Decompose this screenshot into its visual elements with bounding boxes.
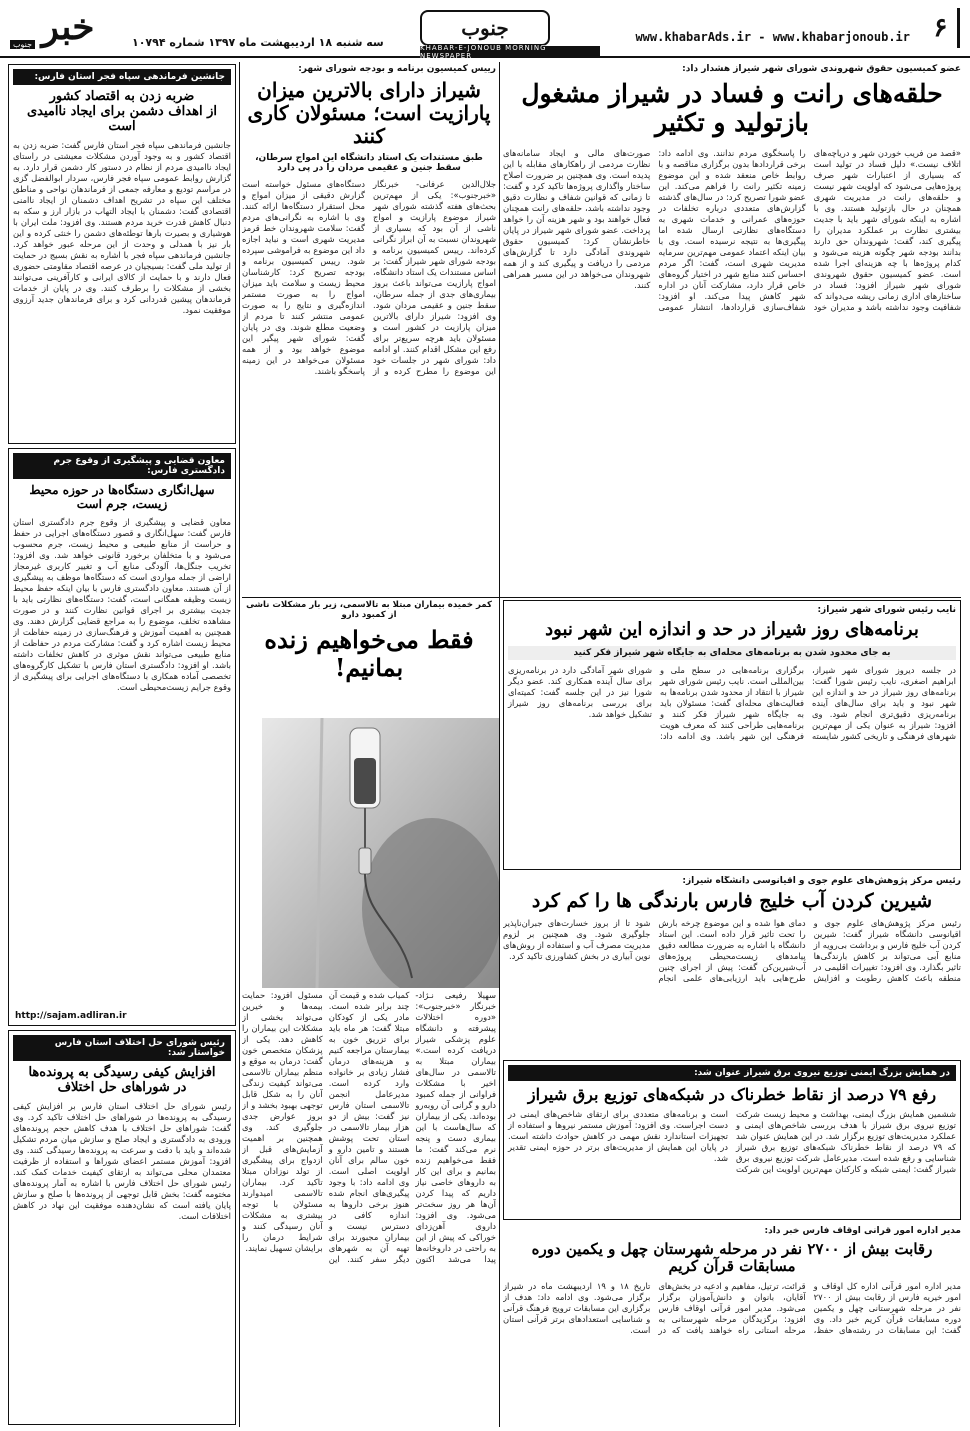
- website-url[interactable]: www.khabarAds.ir - www.khabarjonoub.ir: [635, 30, 910, 44]
- budget-story-kicker: رییس کمیسیون برنامه و بودجه شورای شهر:: [298, 64, 496, 74]
- power-grid-headline: رفع ۷۹ درصد از نقاط خطرناک در شبکه‌های توزیع برق شیراز: [527, 1085, 937, 1104]
- budget-story: [242, 64, 496, 594]
- quran-kicker: مدیر اداره امور قرآنی اوقاف فارس خبر داد:: [764, 1226, 961, 1236]
- thalassemia-body: سهیلا رفیعی نـژاد- خبرنگار «خبرجنوب»: «دوره اختلالات پیشرفته و دانشگاه علوم پزشکی شیراز دریافت کرده است.» بیماران مبتلا به تالاسمی در سال‌های اخیر با مشکلات فراوانی از جمله کمبود دارو و گرانی آن روبه‌رو بوده‌اند. یکی از بیماران که سال‌هاست با این بیماری دست و پنجه نرم می‌کند گفت: ما فقط می‌خواهیم زنده بمانیم و برای این کار به داروهای خاصی نیاز داریم که پیدا کردن آن‌ها هر روز سخت‌تر می‌شود. وی افزود: داروی آهن‌زدای خوراکی که پیش از این به راحتی در داروخانه‌ها پیدا می‌شد اکنون کمیاب شده و قیمت آن چند برابر شده است. مادر یکی از کودکان مبتلا گفت: هر ماه باید برای تزریق خون به بیمارستان مراجعه کنیم و هزینه‌های درمان فشار زیادی بر خانواده وارد کرده است. مدیرعامل انجمن تالاسمی استان فارس نیز گفت: بیش از دو هزار بیمار تالاسمی در استان تحت پوشش هستند و تامین دارو و خون سالم برای آنان اولویت اصلی است. وی ادامه داد: با وجود پیگیری‌های انجام شده هنوز برخی داروها به اندازه کافی در دسترس نیست و بیماران مجبورند برای تهیه آن به شهرهای دیگر سفر کنند. این مسئول افزود: حمایت بیمه‌ها و خیرین می‌تواند بخشی از مشکلات این بیماران را کاهش دهد. یکی از پزشکان متخصص خون گفت: درمان به موقع و منظم بیماران تالاسمی می‌تواند کیفیت زندگی آنان را به شکل قابل توجهی بهبود بخشد و از بروز عوارض جدی جلوگیری کند. وی همچنین بر اهمیت آزمایش‌های قبل از ازدواج برای پیشگیری از تولد نوزادان مبتلا تاکید کرد. بیماران تالاسمی امیدوارند مسئولان با توجه بیشتری به مشکلات آنان رسیدگی کنند و شرایط درمان را برایشان تسهیل نمایند.: [242, 990, 496, 1264]
- environment-headline: سهل‌انگاری دستگاه‌ها در حوزه محیط زیست، جرم است: [29, 483, 215, 511]
- quran-headline: رقابت بیش از ۲۷۰۰ نفر در مرحله شهرستان چهل و یکمین دوره مسابقات قرآن کریم: [531, 1240, 933, 1276]
- thalassemia-kicker: کمر خمیده بیماران مبتلا به تالاسمی، زیر بار مشکلات ناشی از کمبود دارو: [246, 600, 492, 620]
- shiraz-day-kicker: نایب رئیس شورای شهر شیراز:: [817, 605, 956, 615]
- dispute-body: رئیس شورای حل اختلاف استان فارس بر افزایش کیفی رسیدگی به پرونده‌ها در شوراهای حل اختلاف تاکید کرد. وی گفت: شوراهای حل اختلاف با هدف کاهش حجم پرونده‌های ورودی به دادگستری و ایجاد صلح و سازش میان مردم تشکیل شده‌اند و باید با دقت و سرعت به پرونده‌ها رسیدگی کنند. وی افزود: آموزش مستمر اعضای شوراها و استفاده از ظرفیت معتمدان محلی می‌تواند به ارتقای کیفیت خدمات کمک کند. رئیس شورای حل اختلاف فارس با اشاره به آمار پرونده‌های مختومه گفت: بخش قابل توجهی از پرونده‌ها با صلح و سازش پایان یافته است که نشان‌دهنده موفقیت این نهاد در کاهش اختلافات است.: [13, 1100, 231, 1221]
- thalassemia-headline: فقط می‌خواهیم زنده بمانیم!: [264, 625, 474, 682]
- page-number: ۶: [924, 8, 960, 48]
- budget-story-body: جلال‌الدین عرفانی- خبرنگار «خبرجنوب»: یکی از مهم‌ترین بحث‌های هفته گذشته شورای شهر شیراز موضوع پارازیت و امواج ناشی از آن بود که بسیاری از شهروندان نسبت به آن ابراز نگرانی کرده‌اند. رییس کمیسیون برنامه و بودجه شورای شهر شیراز گفت: بر اساس مستندات یک استاد دانشگاه، امواج پارازیت می‌تواند باعث بروز بیماری‌های جدی از جمله سرطان، سقط جنین و عقیمی مردان شود. وی افزود: شیراز دارای بالاترین میزان پارازیت در کشور است و مسئولان باید هرچه سریع‌تر برای رفع این مشکل اقدام کنند. او ادامه داد: شورای شهر در جلسات خود این موضوع را مطرح کرده و از دستگاه‌های مسئول خواسته است گزارش دقیقی از میزان امواج و محل استقرار دستگاه‌ها ارائه کنند. وی با اشاره به نگرانی‌های مردم گفت: سلامت شهروندان خط قرمز مدیریت شهری است و نباید اجازه داد این موضوع به فراموشی سپرده شود. رییس کمیسیون برنامه و بودجه تصریح کرد: کارشناسان محیط زیست و سلامت باید میزان امواج را به صورت مستمر اندازه‌گیری و نتایج را به صورت عمومی منتشر کنند تا مردم از وضعیت مطلع شوند. وی در پایان گفت: شورای شهر پیگیر این موضوع خواهد بود و از همه مسئولان می‌خواهد در این زمینه پاسخگو باشند.: [242, 179, 496, 376]
- quran-body: مدیر اداره امور قرآنی اداره کل اوقاف و امور خیریه فارس از رقابت بیش از ۲۷۰۰ نفر در مرحله شهرستانی چهل و یکمین دوره مسابقات قرآن کریم خبر داد. وی گفت: این مسابقات در رشته‌های حفظ، قرائت، ترتیل، مفاهیم و ادعیه در بخش‌های آقایان، بانوان و دانش‌آموزان برگزار می‌شود. مدیر امور قرآنی اوقاف فارس افزود: برگزیدگان مرحله شهرستانی به مرحله استانی راه خواهند یافت که در تاریخ ۱۸ و ۱۹ اردیبهشت ماه در شیراز برگزار می‌شود. وی ادامه داد: هدف از برگزاری این مسابقات ترویج فرهنگ قرآنی و شناسایی استعدادهای برتر قرآنی استان است.: [503, 1280, 961, 1335]
- environment-story: [8, 448, 236, 1026]
- sidebar-kicker: جانشین فرماندهی سپاه فجر استان فارس:: [13, 69, 231, 85]
- morning-newspaper-strip: KHABAR-E-JONOUB MORNING NEWSPAPER: [420, 46, 600, 57]
- shiraz-day-body: در جلسه دیروز شورای شهر شیراز، ابراهیم اصغری، نایب رئیس شورا گفت: برنامه‌های روز شیراز در حد و اندازه این شهر نبود و باید برای سال‌های آینده برنامه‌ریزی دقیق‌تری انجام شود. وی افزود: شیراز به عنوان یکی از مهم‌ترین شهرهای فرهنگی و تاریخی کشور شایسته برگزاری برنامه‌هایی در سطح ملی و بین‌المللی است. نایب رئیس شورای شهر شیراز با انتقاد از محدود شدن برنامه‌ها به فعالیت‌های محله‌ای گفت: مسئولان باید به جایگاه شهر شیراز فکر کنند و برنامه‌هایی طراحی کنند که معرف هویت فرهنگی این شهر باشد. وی ادامه داد: شورای شهر آمادگی دارد در برنامه‌ریزی برای سال آینده همکاری کند. عضو دیگر شورا نیز در این جلسه گفت: کمیته‌ای برای بررسی برنامه‌های روز شیراز تشکیل خواهد شد.: [508, 664, 956, 741]
- vertical-rule-left: [239, 62, 240, 1427]
- persian-gulf-kicker: رئیس مرکز پژوهش‌های علوم جوی و اقیانوسی دانشگاه شیراز:: [682, 876, 961, 886]
- sidebar-body: جانشین فرماندهی سپاه فجر استان فارس گفت: ضربه زدن به اقتصاد کشور و به وجود آوردن مشکلات معیشتی در راستای ایجاد ناامیدی مردم از نظام در دستور کار دشمن قرار دارد. به گزارش روابط عمومی سپاه فجر فارس، سردار ابوالفضل گزی در مراسم تودیع و معارفه جمعی از فرماندهان نواحی و مناطق مختلف این سپاه در تشریح اهداف دشمنان از ایجاد ناامنی اقتصادی گفت: دشمنان با ایجاد التهاب در بازار ارز و سکه به دنبال کاهش قدرت خرید مردم هستند. وی افزود: ملت ایران با هوشیاری و بصیرت بارها توطئه‌های دشمن را خنثی کرده و این بار نیز با همدلی و وحدت از این مرحله عبور خواهد کرد. جانشین فرماندهی سپاه فجر با اشاره به نقش بسیج در حمایت از تولید ملی گفت: بسیجیان در عرصه اقتصاد مقاومتی حضوری فعال دارند و با حمایت از کالای ایرانی و کارآفرینی می‌توانند بخشی از مشکلات را برطرف کنند. وی در پایان از خدمات فرماندهان پیشین قدردانی کرد و برای فرماندهان جدید آرزوی موفقیت نمود.: [13, 139, 231, 315]
- iv-drip-photo: [262, 718, 500, 988]
- masthead: [0, 0, 970, 58]
- shiraz-day-subtitle: به جای محدود شدن به برنامه‌های محله‌ای به جایگاه شهر شیراز فکر کنید: [508, 646, 956, 660]
- power-grid-story: [503, 1060, 961, 1220]
- main-story: [503, 64, 961, 594]
- sidebar-headline-2: از اهداف دشمن برای ایجاد ناامیدی است: [26, 103, 218, 134]
- environment-kicker: معاون قضایی و پیشگیری از وقوع جرم دادگستری فارس:: [13, 453, 231, 479]
- main-story-headline: حلقه‌های رانت و فساد در شیراز مشغول بازتولید و تکثیر: [521, 79, 943, 137]
- dispute-kicker: رئیس شورای حل اختلاف استان فارس خواستار شد:: [13, 1035, 231, 1061]
- quran-competition-story: [503, 1226, 961, 1425]
- main-story-kicker: عضو کمیسیون حقوق شهروندی شورای شهر شیراز هشدار داد:: [682, 64, 961, 74]
- logo-subtitle: جنوب: [10, 40, 35, 49]
- shiraz-day-story: [503, 600, 961, 870]
- sidebar-irgc-story: [8, 64, 236, 444]
- dispute-council-story: [8, 1030, 236, 1425]
- power-grid-kicker: در همایش بزرگ ایمنی توزیع نیروی برق شیراز عنوان شد:: [508, 1065, 956, 1081]
- shiraz-day-headline: برنامه‌های روز شیراز در حد و اندازه این شهر نبود: [545, 619, 919, 640]
- iv-drip-illustration: [262, 718, 500, 988]
- section-title: جنوب: [420, 10, 550, 46]
- power-grid-body: ششمین همایش بزرگ ایمنی، بهداشت و محیط زیست شرکت توزیع نیروی برق شیراز با هدف بررسی شاخص‌های ایمنی و عملکرد مدیریت‌های توزیع برگزار شد. در این همایش عنوان شد که ۷۹ درصد از نقاط خطرناک شبکه‌های توزیع برق شیراز شناسایی و رفع شده است. مدیرعامل شرکت توزیع نیروی برق شیراز گفت: ایمنی شبکه و کارکنان مهم‌ترین اولویت این شرکت است و برنامه‌های متعددی برای ارتقای شاخص‌های ایمنی در دست اجراست. وی افزود: آموزش مستمر نیروها و استفاده از تجهیزات استاندارد نقش مهمی در کاهش حوادث داشته است. در پایان این همایش از مدیریت‌های برتر در حوزه ایمنی تقدیر شد.: [508, 1109, 956, 1175]
- dispute-headline-2: در شوراهای حل اختلاف: [57, 1079, 187, 1095]
- persian-gulf-headline: شیرین کردن آب خلیج فارس بارندگی ها را کم کرد: [531, 890, 933, 912]
- budget-story-subtitle: طبق مستندات یک استاد دانشگاه این امواج سرطان، سقط جنین و عقیمی مردان را در پی دارد: [255, 153, 483, 173]
- environment-url[interactable]: http://sajam.adliran.ir: [15, 1011, 127, 1021]
- issue-date-line: سه شنبه ۱۸ اردیبهشت ماه ۱۳۹۷ شماره ۱۰۷۹۴: [132, 36, 384, 49]
- persian-gulf-story: [503, 876, 961, 1056]
- main-story-body: «قصد من فریب خوردن شهر و دریاچه‌های اتلاف نیست.» دلیل فساد در تولید است که بسیاری از اعتبارات شهر صرف پروژه‌هایی می‌شود که اولویت شهر نیست و حلقه‌های رانت در مدیریت شهری همچنان در حال بازتولید هستند. وی با اشاره به اینکه شورای شهر باید با جدیت بیشتری نظارت بر عملکرد مدیران را پیگیری کند، گفت: شهروندان حق دارند بدانند بودجه شهر چگونه هزینه می‌شود و کدام پروژه‌ها با چه هزینه‌ای اجرا شده است. عضو کمیسیون حقوق شهروندی شورای شهر شیراز افزود: فساد در ساختارهای اداری زمانی ریشه می‌دواند که شفافیت وجود نداشته باشد و مدیران خود را پاسخگوی مردم ندانند. وی ادامه داد: برخی قراردادها بدون برگزاری مناقصه و با روابط خاص منعقد شده و این موضوع زمینه تکثیر رانت را فراهم می‌کند. این عضو شورا تصریح کرد: در سال‌های گذشته گزارش‌های متعددی درباره تخلفات در حوزه‌های عمرانی و خدمات شهری به دستگاه‌های نظارتی ارسال شده اما پیگیری‌ها به نتیجه نرسیده است. وی با بیان اینکه اعتماد عمومی مهم‌ترین سرمایه مدیریت شهری است، گفت: اگر مردم احساس کنند منابع شهر در اختیار گروه‌های خاص قرار دارد، مشارکت آنان در اداره شهر کاهش پیدا می‌کند. او افزود: شفاف‌سازی قراردادها، انتشار عمومی صورت‌های مالی و ایجاد سامانه‌های نظارت مردمی از راهکارهای مقابله با این پدیده است. وی همچنین بر ضرورت اصلاح ساختار واگذاری پروژه‌ها تاکید کرد و گفت: تا زمانی که قوانین شفاف و نظارت دقیق وجود نداشته باشد، حلقه‌های رانت همچنان فعال خواهند بود و شهر هزینه آن را خواهد پرداخت. عضو شورای شهر شیراز در پایان خاطرنشان کرد: کمیسیون حقوق شهروندی آمادگی دارد تا گزارش‌های مردمی را دریافت و پیگیری کند و از همه شهروندان می‌خواهد در این مسیر همراهی کنند.: [503, 147, 961, 312]
- vertical-rule-right: [499, 62, 500, 1427]
- logo-text: خبر: [41, 6, 95, 48]
- environment-body: معاون قضایی و پیشگیری از وقوع جرم دادگستری استان فارس گفت: سهل‌انگاری و قصور دستگاه‌های اجرایی در حفظ و حراست از منابع طبیعی و محیط زیست، جرم محسوب می‌شود و با متخلفان برخورد قانونی خواهد شد. وی افزود: تخریب جنگل‌ها، آلودگی منابع آب و تغییر کاربری غیرمجاز اراضی از جمله مواردی است که دستگاه‌ها موظف به پیشگیری از آن هستند. معاون دادگستری فارس با بیان اینکه حفظ محیط زیست وظیفه همگانی است، گفت: دستگاه‌های نظارتی باید با جدیت بیشتری بر اجرای قوانین نظارت کنند و در صورت مشاهده تخلف، موضوع را به مراجع قضایی گزارش دهند. وی همچنین به اهمیت آموزش و فرهنگ‌سازی در زمینه حفاظت از محیط زیست اشاره کرد و گفت: مشارکت مردم در حفاظت از منابع طبیعی می‌تواند نقش موثری در کاهش تخلفات داشته باشد. او افزود: دادگستری استان فارس با تشکیل کارگروه‌های تخصصی آماده همکاری با دستگاه‌های اجرایی برای پیشگیری از وقوع جرایم زیست‌محیطی است.: [13, 516, 231, 692]
- horizontal-rule-middle: [242, 597, 961, 598]
- persian-gulf-body: رئیس مرکز پژوهش‌های علوم جوی و اقیانوسی دانشگاه شیراز گفت: شیرین کردن آب خلیج فارس و برداشت بی‌رویه از منابع آبی می‌تواند بر کاهش بارندگی‌ها تاثیر بگذارد. وی افزود: تغییرات اقلیمی در منطقه باعث کاهش رطوبت و افزایش دمای هوا شده و این موضوع چرخه بارش را تحت تاثیر قرار داده است. این استاد دانشگاه با اشاره به ضرورت مطالعه دقیق پیامدهای زیست‌محیطی پروژه‌های آب‌شیرین‌کن گفت: پیش از اجرای چنین طرح‌هایی باید ارزیابی‌های علمی انجام شود تا از بروز خسارت‌های جبران‌ناپذیر جلوگیری شود. وی همچنین بر لزوم مدیریت مصرف آب و استفاده از روش‌های نوین آبیاری در بخش کشاورزی تاکید کرد.: [503, 917, 961, 983]
- sidebar-headline-1: ضربه زدن به اقتصاد کشور: [49, 89, 195, 104]
- budget-story-headline: شیراز دارای بالاترین میزان پارازیت است؛ مسئولان کاری کنند: [247, 78, 491, 148]
- dispute-headline-1: افزایش کیفی رسیدگی به پرونده‌ها: [28, 1065, 216, 1080]
